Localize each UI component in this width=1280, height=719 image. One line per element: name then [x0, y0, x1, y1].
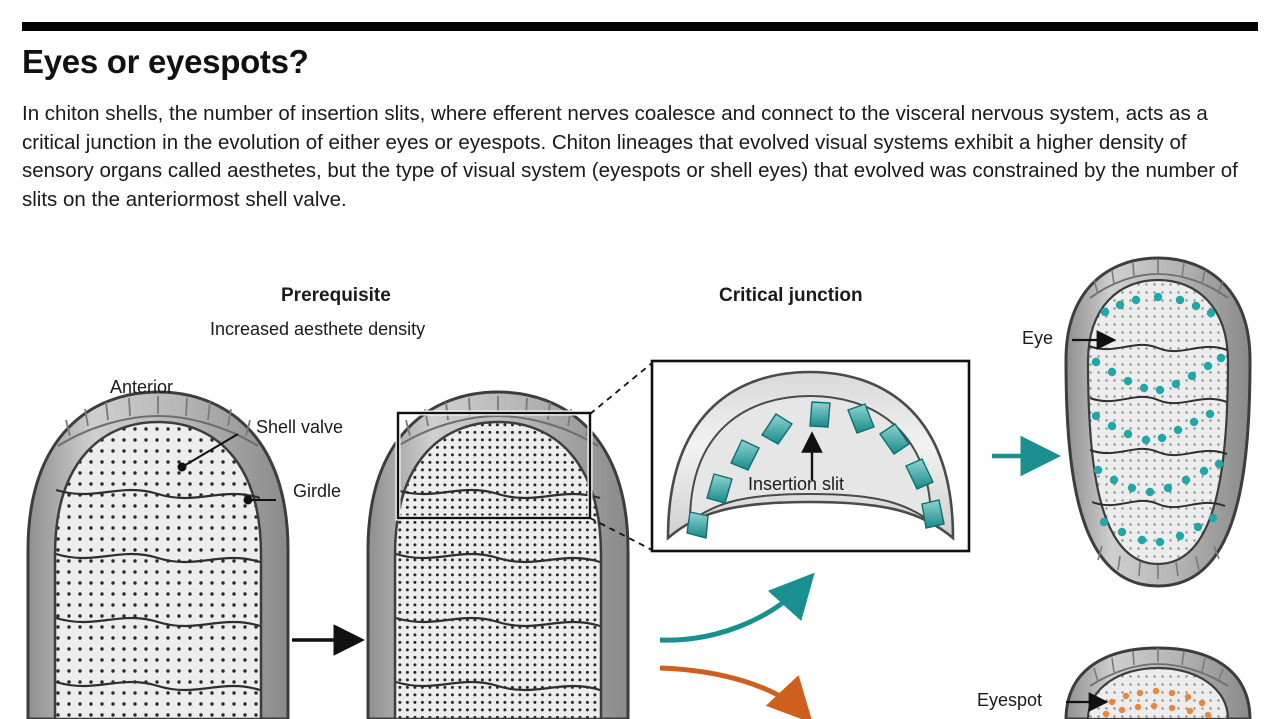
arrow-branch-eyespot [660, 668, 806, 716]
specimen-low-density [28, 392, 288, 719]
chiton-evolution-diagram [0, 250, 1280, 719]
anterior-label: Anterior [110, 377, 174, 397]
eyespot-label: Eyespot [977, 690, 1043, 710]
eye-label: Eye [1022, 328, 1054, 348]
specimen-with-eyes [1066, 258, 1250, 586]
specimen-high-density [368, 392, 628, 719]
specimen-with-eyespots [1066, 648, 1250, 719]
insertion-slit-label: Insertion slit [748, 474, 845, 494]
stage-prerequisite-subtitle: Increased aesthete density [210, 319, 426, 339]
stage-prerequisite-title: Prerequisite [281, 285, 391, 306]
stage-junction-title: Critical junction [719, 285, 863, 306]
page-deck: In chiton shells, the number of insertion slits, where efferent nerves coalesce and connect to the visceral nervous system, acts as a critical junction in the evolution of either eyes or eyespots. Chiton lineages that evolved visual systems exhibit a higher density of sensory organs called aesthetes, but the type of visual system (eyespots or shell eyes) that evolved was constrained by the number of slits on the anteriormost shell valve. [22, 102, 1238, 211]
page-title: Eyes or eyespots? [22, 43, 309, 80]
shell-valve-label: Shell valve [256, 417, 344, 437]
girdle-label: Girdle [293, 481, 342, 501]
diagram-area [0, 250, 1280, 719]
arrow-branch-eye [660, 580, 808, 640]
top-rule-divider [22, 22, 1258, 31]
insertion-slit-zoom-panel [652, 361, 969, 551]
